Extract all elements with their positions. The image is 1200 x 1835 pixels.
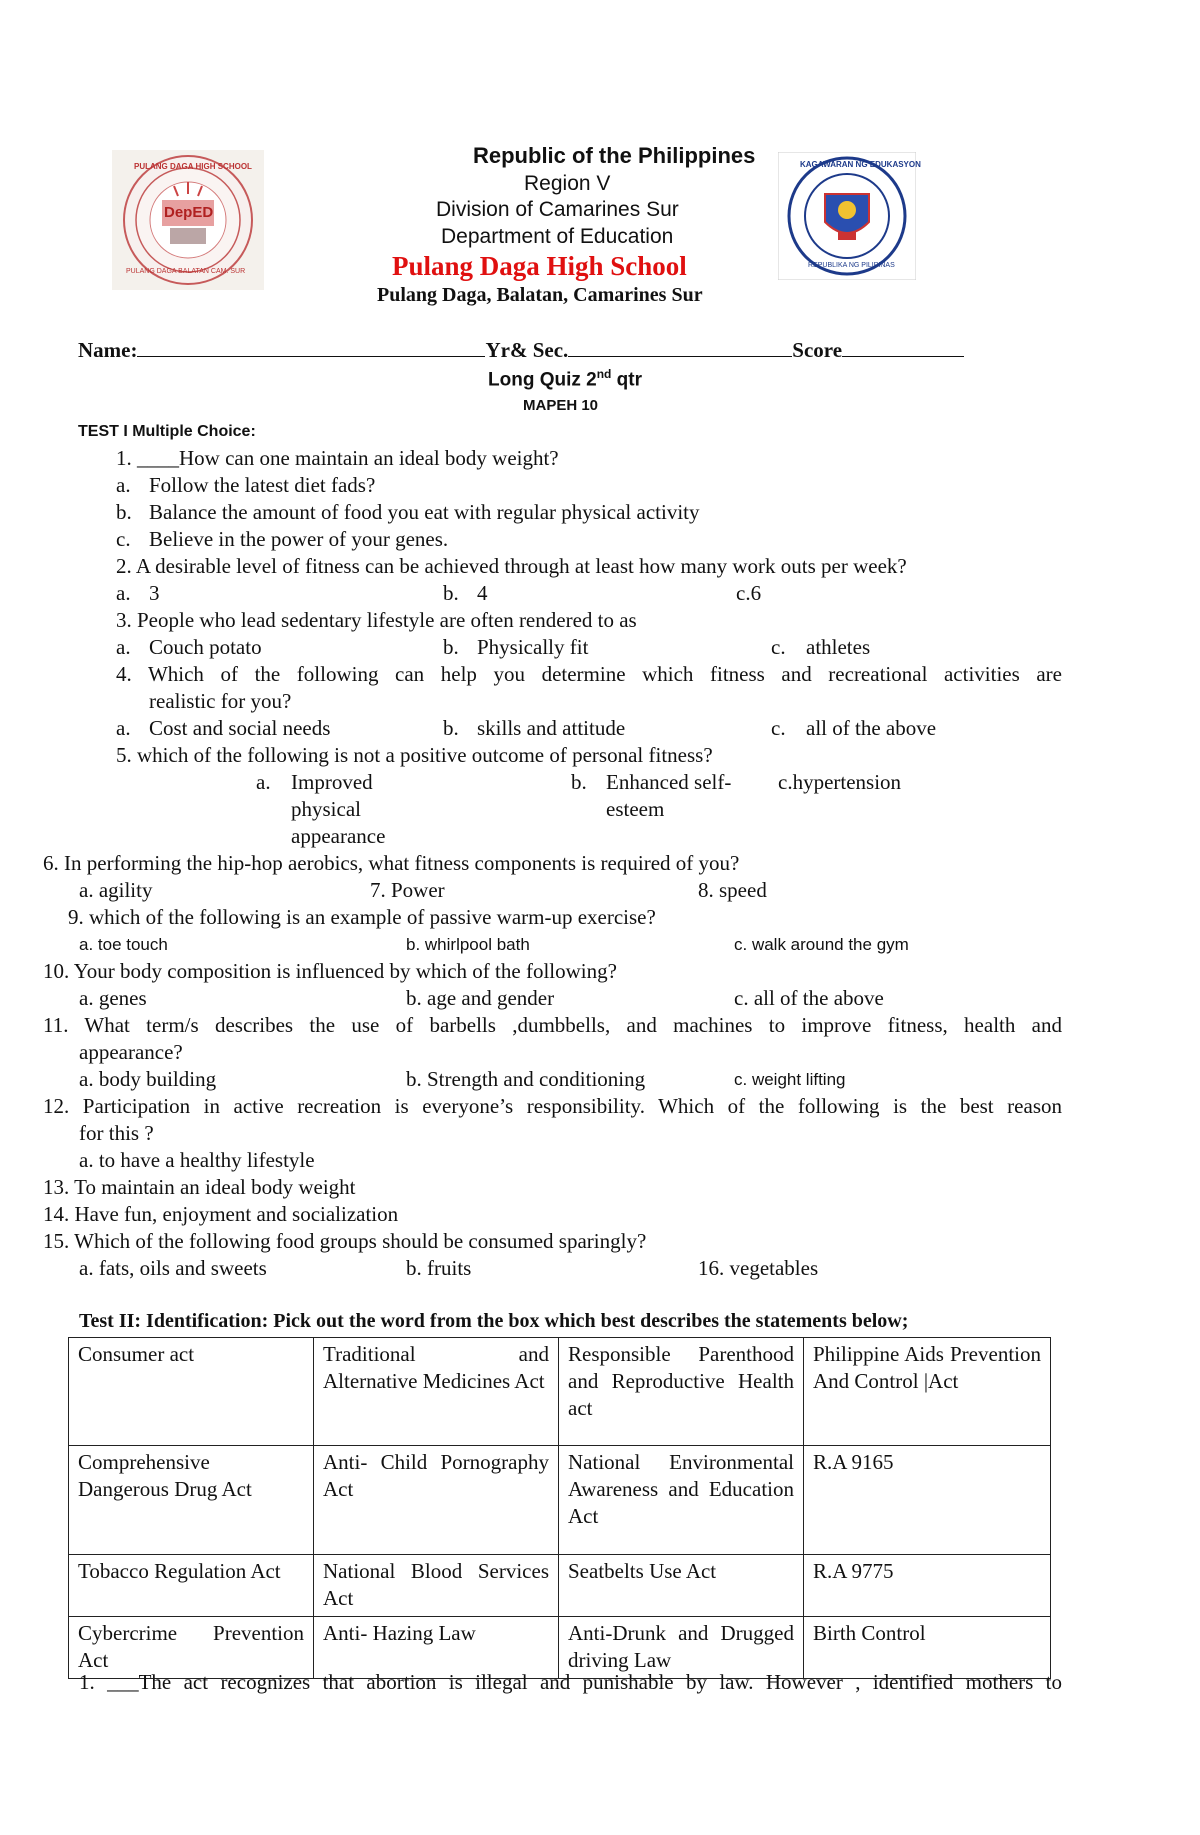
q16: 16. vegetables <box>698 1256 819 1280</box>
q4-b-letter: b. <box>443 716 459 740</box>
school-address: Pulang Daga, Balatan, Camarines Sur <box>377 284 703 306</box>
q10-b: b. age and gender <box>406 986 555 1010</box>
q9-b: b. whirlpool bath <box>406 935 530 954</box>
q11-c: c. weight lifting <box>734 1070 846 1089</box>
q6-a: a. agility <box>79 878 153 902</box>
q5-a-1: Improved <box>291 770 373 794</box>
school-logo-text: PULANG DAGA HIGH SCHOOL <box>134 162 252 171</box>
q12-a: a. to have a healthy lifestyle <box>79 1148 315 1172</box>
q3-a: Couch potato <box>149 635 262 659</box>
q5: 5. which of the following is not a positive outcome of personal fitness? <box>116 743 713 767</box>
q10-a: a. genes <box>79 986 147 1010</box>
q5-c: c.hypertension <box>778 770 902 794</box>
quiz-title: Long Quiz 2nd qtr <box>488 367 642 391</box>
table-cell: Comprehensive Dangerous Drug Act <box>69 1446 314 1555</box>
q11-b: b. Strength and conditioning <box>406 1067 646 1091</box>
q3-a-letter: a. <box>116 635 131 659</box>
table-cell: R.A 9165 <box>804 1446 1051 1555</box>
school-logo-bottom: PULANG DAGA BALATAN CAM. SUR <box>126 268 246 275</box>
test2-heading: Test II: Identification: Pick out the word from the box which best describes the statements below; <box>79 1310 909 1332</box>
q4-c: all of the above <box>806 716 937 740</box>
table-cell: Cybercrime Prevention Act <box>69 1617 314 1679</box>
q12: 12. Participation in active recreation is everyone’s responsibility. Which of the following is the best reason <box>43 1094 1062 1118</box>
score-blank[interactable] <box>842 336 964 357</box>
q6: 6. In performing the hip-hop aerobics, what fitness components is required of you? <box>43 851 740 875</box>
q15-a: a. fats, oils and sweets <box>79 1256 267 1280</box>
table-cell: National Environmental Awareness and Education Act <box>559 1446 804 1555</box>
q11-a: a. body building <box>79 1067 217 1091</box>
deped-seal-top: KAGAWARAN NG EDUKASYON <box>800 160 921 169</box>
division-line: Division of Camarines Sur <box>436 198 679 221</box>
republic-heading: Republic of the Philippines <box>473 143 756 168</box>
school-logo-center: DepED <box>164 204 214 221</box>
q2-a-letter: a. <box>116 581 131 605</box>
q4-b: skills and attitude <box>477 716 626 740</box>
table-cell: Consumer act <box>69 1338 314 1446</box>
q5-a-2: physical <box>291 797 361 821</box>
student-info-line <box>78 336 964 363</box>
section-label: Yr& Sec. <box>485 338 569 362</box>
q5-b-2: esteem <box>606 797 665 821</box>
q11: 11. What term/s describes the use of barbells ,dumbbells, and machines to improve fitness, health and <box>43 1013 1062 1037</box>
q10: 10. Your body composition is influenced by which of the following? <box>43 959 617 983</box>
q4: 4. Which of the following can help you determine which fitness and recreational activities are <box>116 662 1062 686</box>
table-row <box>69 1446 1051 1555</box>
test1-heading: TEST I Multiple Choice: <box>78 423 256 440</box>
q15: 15. Which of the following food groups should be consumed sparingly? <box>43 1229 647 1253</box>
q5-b-1: Enhanced self- <box>606 770 732 794</box>
table-cell: Traditional and Alternative Medicines Act <box>314 1338 559 1446</box>
q5-b-letter: b. <box>571 770 587 794</box>
deped-seal <box>778 152 921 280</box>
deped-seal-bottom: REPUBLIKA NG PILIPINAS <box>808 262 895 269</box>
q10-c: c. all of the above <box>734 986 884 1010</box>
q13: 13. To maintain an ideal body weight <box>43 1175 356 1199</box>
q9-a: a. toe touch <box>79 935 168 954</box>
q4-a-letter: a. <box>116 716 131 740</box>
school-name: Pulang Daga High School <box>392 251 687 281</box>
q3-c: athletes <box>806 635 871 659</box>
table-cell: Tobacco Regulation Act <box>69 1555 314 1617</box>
school-logo <box>112 150 264 290</box>
department-line: Department of Education <box>441 225 674 248</box>
q3-b-letter: b. <box>443 635 459 659</box>
q2-c: c.6 <box>736 581 762 605</box>
q9-c: c. walk around the gym <box>734 935 909 954</box>
region-line: Region V <box>524 172 611 195</box>
q4-cont: realistic for you? <box>149 689 292 713</box>
q3: 3. People who lead sedentary lifestyle are often rendered to as <box>116 608 637 632</box>
q5-a-letter: a. <box>256 770 271 794</box>
score-label: Score <box>792 338 843 362</box>
q14: 14. Have fun, enjoyment and socialization <box>43 1202 399 1226</box>
q2-a: 3 <box>149 581 160 605</box>
name-label: Name: <box>78 338 138 362</box>
table-row <box>69 1555 1051 1617</box>
q4-c-letter: c. <box>771 716 786 740</box>
q1: 1. ____How can one maintain an ideal body weight? <box>116 446 559 470</box>
q7: 7. Power <box>370 878 445 902</box>
q1-a: Follow the latest diet fads? <box>149 473 376 497</box>
identification-box <box>68 1337 1051 1679</box>
q9: 9. which of the following is an example of passive warm-up exercise? <box>68 905 656 929</box>
table-cell: Responsible Parenthood and Reproductive Health act <box>559 1338 804 1446</box>
q12-cont: for this ? <box>79 1121 154 1145</box>
name-blank[interactable] <box>137 336 485 357</box>
table-cell: National Blood Services Act <box>314 1555 559 1617</box>
test2-item-1: 1. ___The act recognizes that abortion is illegal and punishable by law. However , identified mothers to <box>79 1670 1062 1694</box>
table-cell: Anti- Hazing Law <box>314 1617 559 1679</box>
q1-c: Believe in the power of your genes. <box>149 527 449 551</box>
q2-b: 4 <box>477 581 488 605</box>
q4-a: Cost and social needs <box>149 716 331 740</box>
q2: 2. A desirable level of fitness can be achieved through at least how many work outs per week? <box>116 554 907 578</box>
q3-b: Physically fit <box>477 635 589 659</box>
q15-b: b. fruits <box>406 1256 472 1280</box>
table-cell: Philippine Aids Prevention And Control |Act <box>804 1338 1051 1446</box>
table-cell: Seatbelts Use Act <box>559 1555 804 1617</box>
table-cell: Birth Control <box>804 1617 1051 1679</box>
q1-b-letter: b. <box>116 500 132 524</box>
section-blank[interactable] <box>568 336 792 357</box>
q11-cont: appearance? <box>79 1040 183 1064</box>
q8: 8. speed <box>698 878 767 902</box>
quiz-subject: MAPEH 10 <box>523 397 599 414</box>
q1-b: Balance the amount of food you eat with regular physical activity <box>149 500 700 524</box>
table-cell: Anti-Drunk and Drugged driving Law <box>559 1617 804 1679</box>
q5-a-3: appearance <box>291 824 386 848</box>
table-cell: Anti- Child Pornography Act <box>314 1446 559 1555</box>
q3-c-letter: c. <box>771 635 786 659</box>
table-cell: R.A 9775 <box>804 1555 1051 1617</box>
q1-c-letter: c. <box>116 527 131 551</box>
q2-b-letter: b. <box>443 581 459 605</box>
table-row <box>69 1338 1051 1446</box>
q1-a-letter: a. <box>116 473 131 497</box>
